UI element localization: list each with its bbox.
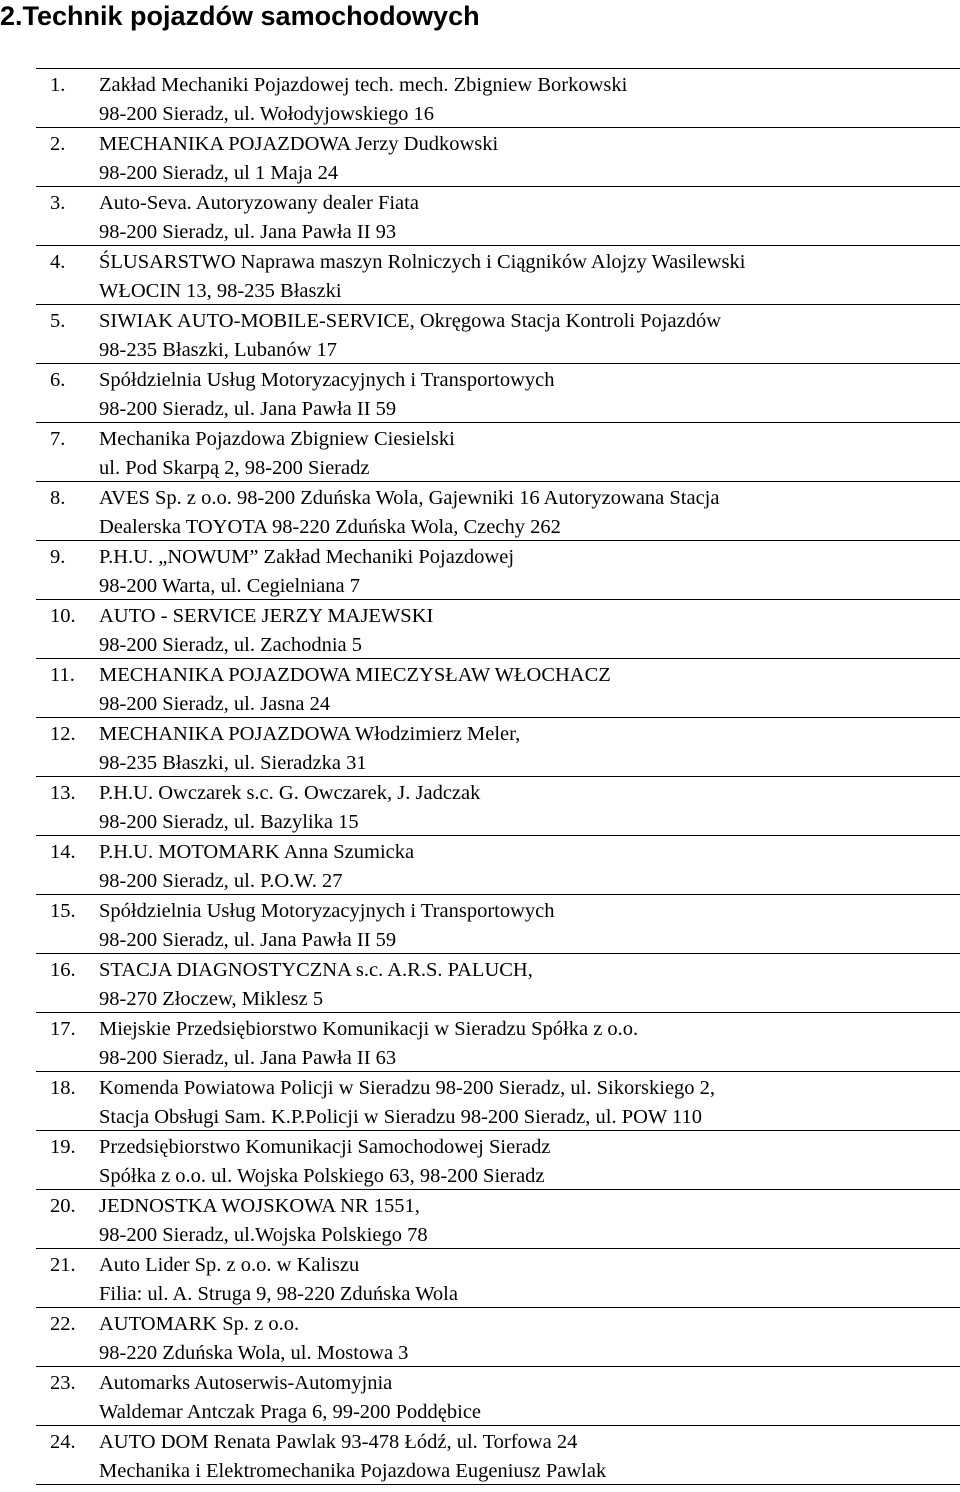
- entry-number: 17.: [50, 1018, 76, 1040]
- entry-number: 10.: [50, 605, 76, 627]
- entry-name-line: P.H.U. Owczarek s.c. G. Owczarek, J. Jadczak: [99, 782, 481, 804]
- entry-address-line: 98-200 Sieradz, ul. Jasna 24: [99, 693, 331, 715]
- entry-number: 16.: [50, 959, 76, 981]
- table-row: [36, 600, 960, 659]
- entry-name-line: AUTO - SERVICE JERZY MAJEWSKI: [99, 605, 434, 627]
- entry-address-line: 98-200 Sieradz, ul.Wojska Polskiego 78: [99, 1224, 428, 1246]
- entries-table: [36, 68, 960, 1485]
- entry-address-line: Stacja Obsługi Sam. K.P.Policji w Sieradzu 98-200 Sieradz, ul. POW 110: [99, 1106, 702, 1128]
- entry-text: [99, 954, 960, 1012]
- table-row: [36, 718, 960, 777]
- entry-address-line: Mechanika i Elektromechanika Pojazdowa Eugeniusz Pawlak: [99, 1460, 607, 1482]
- entry-number: 15.: [50, 900, 76, 922]
- entry-number: 14.: [50, 841, 76, 863]
- entry-name-line: Auto Lider Sp. z o.o. w Kaliszu: [99, 1254, 360, 1276]
- entry-text: [99, 659, 960, 717]
- entry-text: [99, 718, 960, 776]
- table-row: [36, 1131, 960, 1190]
- entry-text: [99, 600, 960, 658]
- table-row: [36, 836, 960, 895]
- entry-number: 21.: [50, 1254, 76, 1276]
- table-row: [36, 364, 960, 423]
- entry-text: [99, 364, 960, 422]
- table-row: [36, 659, 960, 718]
- entry-address-line: WŁOCIN 13, 98-235 Błaszki: [99, 280, 342, 302]
- entry-number: 11.: [50, 664, 75, 686]
- entry-name-line: Automarks Autoserwis-Automyjnia: [99, 1372, 393, 1394]
- entry-name-line: MECHANIKA POJAZDOWA Włodzimierz Meler,: [99, 723, 521, 745]
- entry-address-line: Dealerska TOYOTA 98-220 Zduńska Wola, Czechy 262: [99, 516, 561, 538]
- entry-address-line: 98-200 Sieradz, ul. Wołodyjowskiego 16: [99, 103, 435, 125]
- table-row: [36, 1367, 960, 1426]
- entry-text: [99, 1013, 960, 1071]
- entry-number: 13.: [50, 782, 76, 804]
- entry-address-line: 98-200 Warta, ul. Cegielniana 7: [99, 575, 360, 597]
- page-title: 2.Technik pojazdów samochodowych: [0, 1, 480, 31]
- entry-name-line: AVES Sp. z o.o. 98-200 Zduńska Wola, Gajewniki 16 Autoryzowana Stacja: [99, 487, 720, 509]
- entry-address-line: Spółka z o.o. ul. Wojska Polskiego 63, 98-200 Sieradz: [99, 1165, 545, 1187]
- table-row: [36, 187, 960, 246]
- entry-name-line: Mechanika Pojazdowa Zbigniew Ciesielski: [99, 428, 455, 450]
- entry-address-line: 98-200 Sieradz, ul. Jana Pawła II 63: [99, 1047, 397, 1069]
- table-row: [36, 1013, 960, 1072]
- table-row: [36, 1308, 960, 1367]
- entry-text: [99, 1249, 960, 1307]
- entry-text: [99, 482, 960, 540]
- entry-text: [99, 895, 960, 953]
- entry-name-line: Spółdzielnia Usług Motoryzacyjnych i Transportowych: [99, 369, 555, 391]
- entry-address-line: ul. Pod Skarpą 2, 98-200 Sieradz: [99, 457, 370, 479]
- entry-address-line: 98-200 Sieradz, ul. Jana Pawła II 59: [99, 398, 397, 420]
- entry-number: 7.: [50, 428, 66, 450]
- table-row: [36, 1072, 960, 1131]
- entry-number: 6.: [50, 369, 66, 391]
- entry-text: [99, 1190, 960, 1248]
- entry-address-line: 98-200 Sieradz, ul. Bazylika 15: [99, 811, 359, 833]
- entry-number: 23.: [50, 1372, 76, 1394]
- entry-name-line: JEDNOSTKA WOJSKOWA NR 1551,: [99, 1195, 420, 1217]
- entry-number: 18.: [50, 1077, 76, 1099]
- entry-address-line: 98-200 Sieradz, ul. Jana Pawła II 93: [99, 221, 397, 243]
- entry-name-line: Zakład Mechaniki Pojazdowej tech. mech. Zbigniew Borkowski: [99, 74, 628, 96]
- table-row: [36, 1249, 960, 1308]
- entry-number: 12.: [50, 723, 76, 745]
- entry-address-line: 98-220 Zduńska Wola, ul. Mostowa 3: [99, 1342, 409, 1364]
- entry-text: [99, 1072, 960, 1130]
- entry-number: 3.: [50, 192, 66, 214]
- table-row: [36, 1426, 960, 1485]
- entry-name-line: Miejskie Przedsiębiorstwo Komunikacji w Sieradzu Spółka z o.o.: [99, 1018, 639, 1040]
- entry-text: [99, 1426, 960, 1484]
- entry-text: [99, 1367, 960, 1425]
- entry-number: 22.: [50, 1313, 76, 1335]
- entry-text: [99, 541, 960, 599]
- entry-address-line: 98-235 Błaszki, Lubanów 17: [99, 339, 337, 361]
- entry-address-line: Waldemar Antczak Praga 6, 99-200 Poddębice: [99, 1401, 482, 1423]
- table-row: [36, 482, 960, 541]
- entry-name-line: Komenda Powiatowa Policji w Sieradzu 98-200 Sieradz, ul. Sikorskiego 2,: [99, 1077, 716, 1099]
- entry-name-line: AUTO DOM Renata Pawlak 93-478 Łódź, ul. Torfowa 24: [99, 1431, 578, 1453]
- entry-address-line: 98-200 Sieradz, ul. Jana Pawła II 59: [99, 929, 397, 951]
- entry-number: 20.: [50, 1195, 76, 1217]
- entry-number: 1.: [50, 74, 66, 96]
- table-row: [36, 954, 960, 1013]
- entry-text: [99, 777, 960, 835]
- entry-name-line: STACJA DIAGNOSTYCZNA s.c. A.R.S. PALUCH,: [99, 959, 533, 981]
- entry-address-line: 98-235 Błaszki, ul. Sieradzka 31: [99, 752, 367, 774]
- entry-address-line: 98-270 Złoczew, Miklesz 5: [99, 988, 324, 1010]
- entry-name-line: MECHANIKA POJAZDOWA Jerzy Dudkowski: [99, 133, 499, 155]
- table-row: [36, 541, 960, 600]
- table-row: [36, 69, 960, 128]
- entry-number: 4.: [50, 251, 66, 273]
- entry-address-line: Filia: ul. A. Struga 9, 98-220 Zduńska Wola: [99, 1283, 458, 1305]
- entry-name-line: Przedsiębiorstwo Komunikacji Samochodowej Sieradz: [99, 1136, 551, 1158]
- entry-address-line: 98-200 Sieradz, ul. Zachodnia 5: [99, 634, 363, 656]
- entry-text: [99, 187, 960, 245]
- table-row: [36, 895, 960, 954]
- table-row: [36, 423, 960, 482]
- entry-name-line: AUTOMARK Sp. z o.o.: [99, 1313, 300, 1335]
- entry-text: [99, 423, 960, 481]
- table-row: [36, 128, 960, 187]
- entry-name-line: ŚLUSARSTWO Naprawa maszyn Rolniczych i Ciągników Alojzy Wasilewski: [99, 251, 746, 273]
- entry-name-line: P.H.U. „NOWUM” Zakład Mechaniki Pojazdowej: [99, 546, 515, 568]
- entry-number: 2.: [50, 133, 66, 155]
- entry-number: 24.: [50, 1431, 76, 1453]
- entry-text: [99, 69, 960, 127]
- entry-text: [99, 1308, 960, 1366]
- entry-number: 9.: [50, 546, 66, 568]
- entry-number: 19.: [50, 1136, 76, 1158]
- entry-name-line: MECHANIKA POJAZDOWA MIECZYSŁAW WŁOCHACZ: [99, 664, 611, 686]
- table-row: [36, 246, 960, 305]
- table-row: [36, 305, 960, 364]
- entry-number: 8.: [50, 487, 66, 509]
- entry-name-line: Spółdzielnia Usług Motoryzacyjnych i Transportowych: [99, 900, 555, 922]
- entry-text: [99, 246, 960, 304]
- table-row: [36, 1190, 960, 1249]
- entry-text: [99, 128, 960, 186]
- entry-name-line: SIWIAK AUTO-MOBILE-SERVICE, Okręgowa Stacja Kontroli Pojazdów: [99, 310, 721, 332]
- entry-address-line: 98-200 Sieradz, ul. P.O.W. 27: [99, 870, 343, 892]
- entry-number: 5.: [50, 310, 66, 332]
- entry-name-line: Auto-Seva. Autoryzowany dealer Fiata: [99, 192, 419, 214]
- entry-text: [99, 1131, 960, 1189]
- entry-address-line: 98-200 Sieradz, ul 1 Maja 24: [99, 162, 339, 184]
- entry-name-line: P.H.U. MOTOMARK Anna Szumicka: [99, 841, 415, 863]
- entry-text: [99, 836, 960, 894]
- entry-text: [99, 305, 960, 363]
- table-row: [36, 777, 960, 836]
